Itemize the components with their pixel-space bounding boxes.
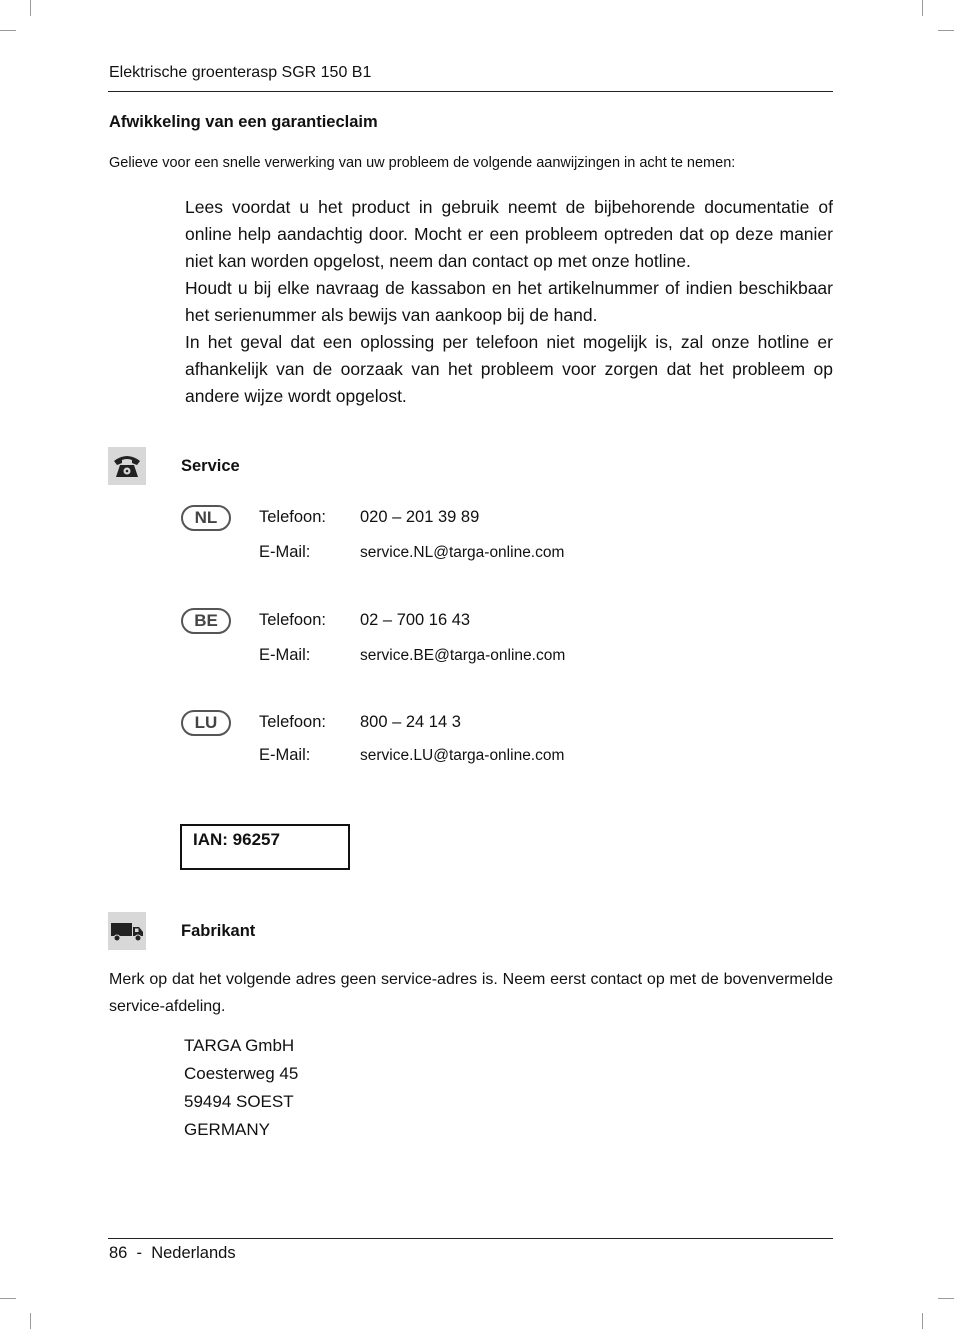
email-be: service.BE@targa-online.com: [360, 647, 566, 664]
crop-mark: [0, 1298, 16, 1299]
address-line: Coesterweg 45: [184, 1064, 299, 1083]
warranty-intro: Gelieve voor een snelle verwerking van uw probleem de volgende aanwijzingen in acht te nemen:: [109, 155, 736, 171]
footer-separator: -: [136, 1244, 143, 1262]
phone-number-nl: 020 – 201 39 89: [360, 508, 480, 526]
country-badge-nl: NL: [181, 505, 231, 531]
ian-box: IAN: 96257: [180, 824, 350, 870]
phone-number-lu: 800 – 24 14 3: [360, 713, 461, 731]
email-lu: service.LU@targa-online.com: [360, 747, 565, 764]
page-number: 86: [109, 1244, 128, 1262]
address-line: GERMANY: [184, 1120, 270, 1139]
email-label: E-Mail:: [259, 543, 311, 561]
page-footer: [109, 1244, 236, 1263]
document-header-title: Elektrische groenterasp SGR 150 B1: [109, 64, 372, 81]
crop-mark: [938, 1298, 954, 1299]
country-badge-lu: LU: [181, 710, 231, 736]
phone-number-be: 02 – 700 16 43: [360, 611, 471, 629]
warranty-paragraph: Houdt u bij elke navraag de kassabon en het artikelnummer of indien beschikbaar het serienummer als bewijs van aankoop bij de hand.: [185, 278, 833, 325]
manufacturer-note: Merk op dat het volgende adres geen service-adres is. Neem eerst contact op met de bovenvermelde service-afdeling.: [109, 971, 833, 1015]
crop-mark: [30, 0, 31, 16]
manufacturer-heading: Fabrikant: [181, 922, 256, 940]
telephone-icon: [108, 447, 146, 485]
email-nl: service.NL@targa-online.com: [360, 544, 565, 561]
country-badge-be: BE: [181, 608, 231, 634]
phone-label: Telefoon:: [259, 508, 326, 526]
crop-mark: [938, 30, 954, 31]
phone-label: Telefoon:: [259, 611, 326, 629]
warranty-paragraph: Lees voordat u het product in gebruik neemt de bijbehorende documentatie of online help aandachtig door. Mocht er een probleem optreden dat op deze manier niet kan worden opgelost, neem dan contact op met onze hotline.: [185, 197, 833, 271]
email-label: E-Mail:: [259, 646, 311, 664]
warranty-heading: Afwikkeling van een garantieclaim: [109, 113, 378, 131]
header-rule: [108, 91, 833, 92]
warranty-paragraph: In het geval dat een oplossing per telefoon niet mogelijk is, zal onze hotline er afhankelijk van de oorzaak van het probleem voor zorgen dat het probleem op andere wijze wordt opgelost.: [185, 332, 833, 406]
service-heading: Service: [181, 457, 240, 475]
address-line: TARGA GmbH: [184, 1036, 295, 1055]
email-label: E-Mail:: [259, 746, 311, 764]
address-line: 59494 SOEST: [184, 1092, 294, 1111]
crop-mark: [30, 1313, 31, 1329]
footer-rule: [108, 1238, 833, 1239]
phone-label: Telefoon:: [259, 713, 326, 731]
crop-mark: [922, 0, 923, 16]
footer-language: Nederlands: [151, 1244, 236, 1262]
crop-mark: [0, 30, 16, 31]
crop-mark: [922, 1313, 923, 1329]
truck-icon: [108, 912, 146, 950]
